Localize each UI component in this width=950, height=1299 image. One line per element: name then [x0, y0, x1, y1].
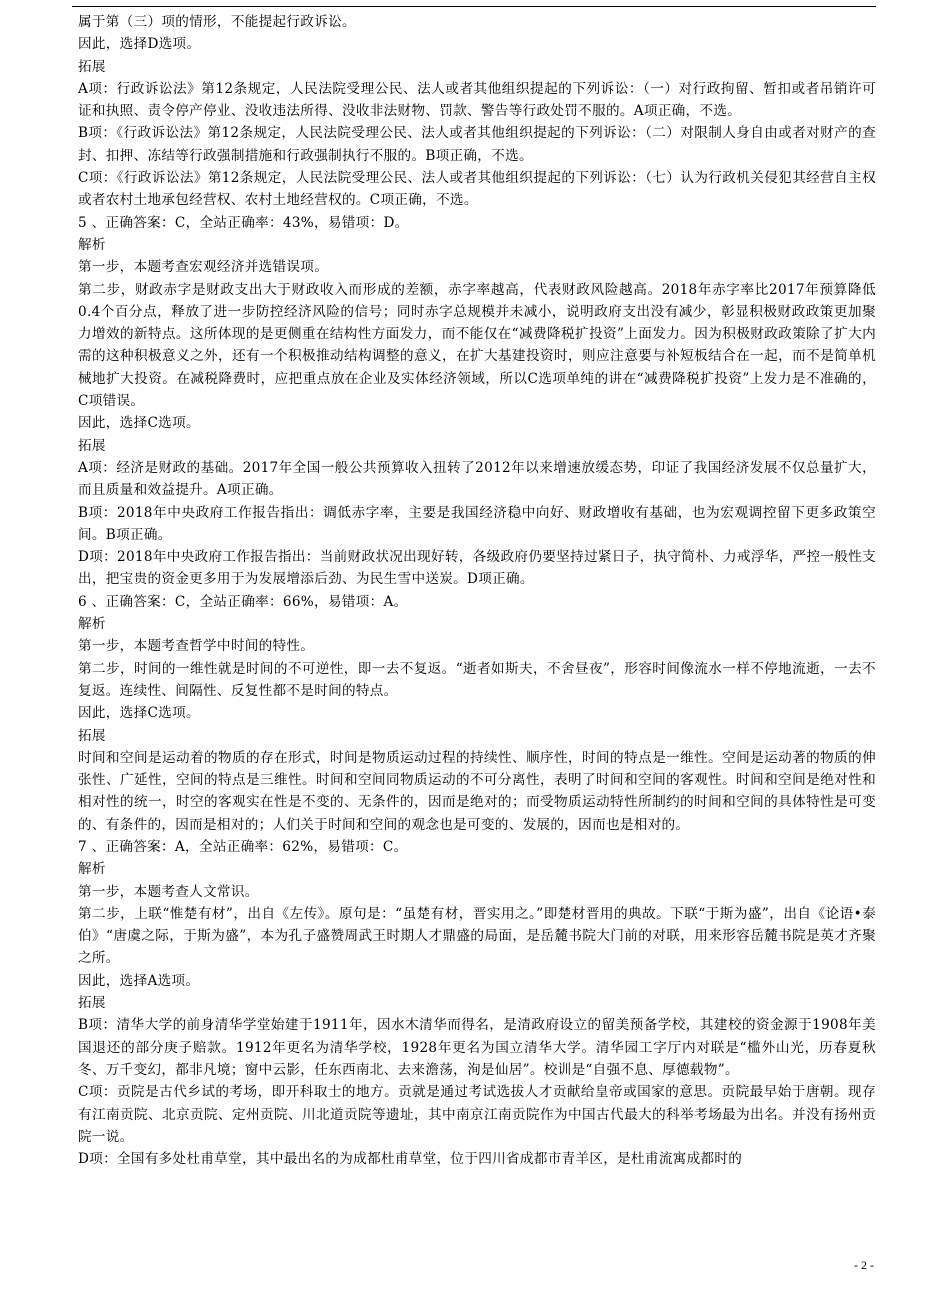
page-number: - 2 - [854, 1258, 874, 1272]
paragraph: 拓展 [78, 58, 106, 75]
paragraph: D项：2018年中央政府工作报告指出：当前财政状况出现好转，各级政府仍要坚持过紧日子，执守简朴、力戒浮华，严控一般性支出，把宝贵的资金更多用于为发展增添后劲、为民生雪中送炭。D项正确。 [78, 549, 876, 588]
paragraph: A项：行政诉讼法》第12条规定，人民法院受理公民、法人或者其他组织提起的下列诉讼：（一）对行政拘留、暂扣或者吊销许可证和执照、责令停产停业、没收违法所得、没收非法财物、罚款、警告等行政处罚不服的。A项正确，不选。 [78, 80, 876, 120]
paragraph: 拓展 [78, 727, 106, 744]
paragraph: 6 、正确答案：C，全站正确率：66%，易错项：A。 [78, 593, 408, 610]
paragraph: 解析 [78, 236, 106, 253]
paragraph: 属于第（三）项的情形，不能提起行政诉讼。 [78, 14, 356, 30]
paragraph: A项：经济是财政的基础。2017年全国一般公共预算收入扭转了2012年以来增速放缓态势，印证了我国经济发展不仅总量扩大，而且质量和效益提升。A项正确。 [78, 459, 876, 499]
paragraph: 5 、正确答案：C，全站正确率：43%，易错项：D。 [78, 214, 409, 231]
paragraph: 第二步，上联“惟楚有材”，出自《左传》。原句是：“虽楚有材，晋实用之。”即楚材晋用的典故。下联“于斯为盛”，出自《论语•泰伯》“唐虞之际，于斯为盛”，本为孔子盛赞周武王时期人才鼎盛的局面，是岳麓书院大门前的对联，用来形容岳麓书院是英才齐聚之所。 [78, 905, 876, 967]
paragraph: C项：贡院是古代乡试的考场，即开科取士的地方。贡就是通过考试选拔人才贡献给皇帝或国家的意思。贡院最早始于唐朝。现存有江南贡院、北京贡院、定州贡院、川北道贡院等遗址，其中南京江南贡院作为中国古代最大的科举考场最为出名。并没有扬州贡院一说。 [78, 1084, 876, 1145]
paragraph: 第一步，本题考查哲学中时间的特性。 [78, 638, 315, 655]
paragraph: 第一步，本题考查人文常识。 [78, 883, 259, 900]
paragraph: 第一步，本题考查宏观经济并选错误项。 [78, 259, 329, 276]
paragraph: C项：《行政诉讼法》第12条规定，人民法院受理公民、法人或者其他组织提起的下列诉讼：（七）认为行政机关侵犯其经营自主权或者农村土地承包经营权、农村土地经营权的。C项正确，不选。 [78, 170, 876, 209]
paragraph: 第二步，时间的一维性就是时间的不可逆性，即一去不复返。“逝者如斯夫，不舍昼夜”，形容时间像流水一样不停地流逝，一去不复返。连续性、间隔性、反复性都不是时间的特点。 [78, 660, 876, 699]
paragraph: B项：清华大学的前身清华学堂始建于1911年，因水木清华而得名，是清政府设立的留美预备学校，其建校的资金源于1908年美国退还的部分庚子赔款。1912年更名为清华学校，1928年更名为国立清华大学。清华园工字厅内对联是“槛外山光，历春夏秋冬、万千变幻，都非凡境；窗中云影，任东西南北、去来澹荡，洵是仙居”。校训是“自强不息、厚德载物”。 [78, 1017, 876, 1078]
paragraph: 解析 [78, 861, 106, 878]
paragraph: 7 、正确答案：A，全站正确率：62%，易错项：C。 [78, 838, 408, 855]
paragraph: 因此，选择C选项。 [78, 705, 200, 722]
paragraph: 拓展 [78, 995, 106, 1012]
paragraph: 拓展 [78, 437, 106, 454]
paragraph: 因此，选择C选项。 [78, 415, 200, 432]
paragraph: D项：全国有多处杜甫草堂，其中最出名的为成都杜甫草堂，位于四川省成都市青羊区，是杜甫流寓成都时的 [78, 1151, 743, 1168]
paragraph: 时间和空间是运动着的物质的存在形式，时间是物质运动过程的持续性、顺序性，时间的特点是一维性。空间是运动著的物质的伸张性、广延性，空间的特点是三维性。时间和空间同物质运动的不可分离性，表明了时间和空间的客观性。时间和空间是绝对性和相对性的统一，时空的客观实在性是不变的、无条件的，因而是绝对的；而受物质运动特性所制约的时间和空间的具体特性是可变的、有条件的，因而是相对的；人们关于时间和空间的观念也是可变的、发展的，因而也是相对的。 [78, 749, 876, 833]
paragraph: 解析 [78, 616, 106, 633]
header-rule [72, 6, 876, 7]
paragraph: B项：2018年中央政府工作报告指出：调低赤字率，主要是我国经济稳中向好、财政增收有基础，也为宏观调控留下更多政策空间。B项正确。 [78, 504, 876, 543]
paragraph: 因此，选择D选项。 [78, 36, 201, 53]
paragraph: B项：《行政诉讼法》第12条规定，人民法院受理公民、法人或者其他组织提起的下列诉讼：（二）对限制人身自由或者对财产的查封、扣押、冻结等行政强制措施和行政强制执行不服的。B项正确，不选。 [78, 125, 876, 164]
paragraph: 第二步，财政赤字是财政支出大于财政收入而形成的差额，赤字率越高，代表财政风险越高。2018年赤字率比2017年预算降低0.4个百分点，释放了进一步防控经济风险的信号；同时赤字总规模并未减小，说明政府支出没有减少，彰显积极财政政策更加聚力增效的新特点。这所体现的是更侧重在结构性方面发力，而不能仅在“减费降税扩投资”上面发力。因为积极财政政策除了扩大内需的这种积极意义之外，还有一个积极推动结构调整的意义，在扩大基建投资时，则应注意要与补短板结合在一起，而不是简单机械地扩大投资。在减税降费时，应把重点放在企业及实体经济领域，所以C选项单纯的讲在“减费降税扩投资”上发力是不准确的，C项错误。 [78, 281, 876, 410]
paragraph: 因此，选择A选项。 [78, 972, 200, 989]
document-body [78, 11, 876, 1170]
